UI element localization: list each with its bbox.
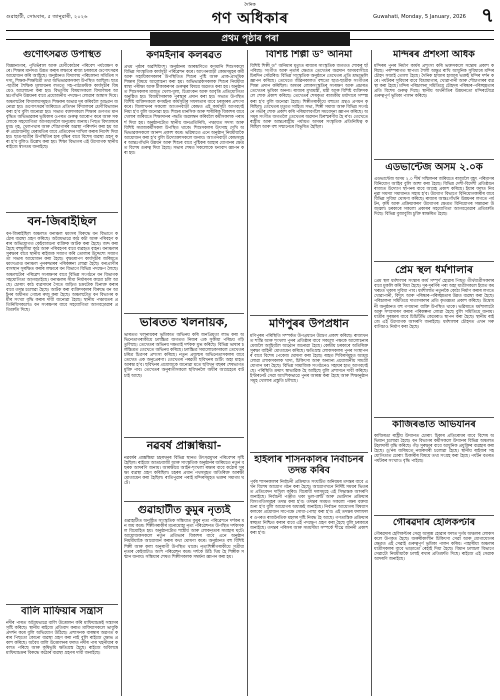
article-kaziranga: [374, 420, 494, 512]
article-helicopter: [374, 518, 494, 696]
divider: [6, 212, 118, 213]
column-rule: [371, 455, 372, 696]
article-bharatat-khalnayak: [124, 316, 244, 434]
article-headline: কাজিৰঙাত অভিযানৰ: [392, 420, 476, 430]
article-body: পূৰ্বৰ শাসনকালৰ নিৰ্বাচনী প্ৰক্ৰিয়াত সংঘটিত অনিয়মৰ তদন্তৰ বাবে এখন বিশেষ আয়োগ গঠন কৰা হৈছে। আয়োগখনে নিৰ্দিষ্ট সময়ৰ ভিতৰত প্ৰতিবেদন দাখিল কৰিব। বিৰোধী দলসমূহে এই সিদ্ধান্তক আদৰণি জনাইছে। নিৰ্বাচনী পঞ্জীত থকা ভুল-ত্ৰুটি আৰু ভোটদান প্ৰক্ৰিয়াৰ বিসংগতিসমূহৰ তদন্ত কৰা হ'ব। তদন্তৰ সময়ত সকলো পক্ষৰ বক্তব্য শুনা হ'ব বুলি আয়োগৰ অধ্যক্ষই জনাইছে। নিৰ্বাচন আয়োগৰ বিষয়াসকলকো প্ৰয়োজন সাপেক্ষে সোধা-পোছা কৰা হ'ব। এই তদন্তৰ ফলাফলৰ ওপৰত ৰাজনৈতিক মহলৰ দৃষ্টি নিবদ্ধ হৈ আছে। গণতান্ত্ৰিক প্ৰক্ৰিয়াৰ স্বচ্ছতা নিশ্চিত কৰাৰ বাবে এই পদক্ষেপ গ্ৰহণ কৰা হৈছে বুলি চৰকাৰে জনাইছে। তদন্তৰ পৰিসৰ আৰু সময়সীমা সম্পৰ্কে শীঘ্ৰে জাননী প্ৰকাশ কৰা হ'ব।: [250, 479, 368, 536]
article-headline: গুৱাহাটীত কুমুৰ নৃত্যই: [137, 504, 231, 516]
article-headline: নৱবৰ্ষ প্ৰাক্সন্ধিয়া-: [146, 440, 222, 452]
article-bali-mafia: [6, 606, 118, 696]
article-body: এডভান্টেজ অসম ২.০ শীৰ্ষ সন্মিলনৰ জৰিয়তে ৰাজ্যলৈ বৃহৎ পৰিমাণৰ বিনিয়োগ আহিব বুলি আশা কৰা হৈছে। বিভিন্ন দেশী-বিদেশী প্ৰতিষ্ঠানে ৰাজ্যত উদ্যোগ স্থাপনৰ বাবে আগ্ৰহ প্ৰকাশ কৰিছে। ইয়াৰ ফলত নিবনুৱা সমস্যা সমাধানত সহায় হ'ব। উদ্যোগ বিভাগে বিনিয়োগকাৰীৰ বাবে বিভিন্ন সুবিধা ঘোষণা কৰিছে। ৰাজ্যৰ আন্তঃগাঁথনি উন্নয়নৰ লগতে পৰ্যটন, কৃষি আৰু প্ৰক্ৰিয়াকৰণ উদ্যোগৰ ক্ষেত্ৰত বিনিয়োগৰ সম্ভাৱনা উজ্জ্বল। চৰকাৰে সকলো প্ৰকাৰৰ সহযোগিতা আগবঢ়োৱাৰ প্ৰতিশ্ৰুতি দিছে। বিভিন্ন বুজাবুজি চুক্তি স্বাক্ষৰিত হৈছে।: [374, 176, 494, 218]
article-body: নদীৰ পাৰত অবৈধভাৱে বালি উত্তোলন কৰি মাফিয়াচক্ৰই সন্ত্ৰাসৰ সৃষ্টি কৰিছে। স্থানীয় ৰাইজে প্ৰতিবাদ কৰাত মাফিয়াসকলে ভাবুকি প্ৰদৰ্শন কৰে বুলি অভিযোগ উঠিছে। প্ৰশাসনক বাৰম্বাৰ অৱগত কৰাৰ পিছতো কোনো ব্যৱস্থা গ্ৰহণ কৰা নাই বুলি ৰাইজে ক্ষোভ প্ৰকাশ কৰিছে। অবৈধ বালি উত্তোলনৰ ফলত নদীৰ পাৰ খহনীয়াৰ কবলত পৰিছে আৰু কৃষিভূমি ক্ষতিগ্ৰস্ত হৈছে। ৰাইজে অবিলম্বে মাফিয়াচক্ৰৰ বিৰুদ্ধে কঠোৰ ব্যৱস্থা গ্ৰহণৰ দাবী জনাইছে।: [6, 620, 118, 657]
article-body: মন্দিৰৰ পুনৰ নিৰ্মাণ কাৰ্যৰ প্ৰশংসা কৰি ভক্তসকলে সন্তোষ প্ৰকাশ কৰিছে। পৰম্পৰাগত স্থাপত্য শৈলী অক্ষুণ্ণ ৰাখি আধুনিক সুবিধাৰে মন্দিৰ চৌহদ সজাই তোলা হৈছে। দৈনিক হাজাৰ হাজাৰ ভক্তই মন্দিৰ দৰ্শন কৰে। পৰ্যটকৰ সুবিধাৰ বাবে বিশ্ৰামাগাৰ, খোৱাপানী আৰু শৌচাগাৰৰ ব্যৱস্থা কৰা হৈছে। মন্দিৰ পৰিচালনা সমিতিয়ে চৌহদৰ পৰিষ্কাৰ-পৰিচ্ছন্নতাৰ প্ৰতি বিশেষ গুৰুত্ব দিছে। স্থানীয় অৰ্থনীতিৰ উন্নয়নতো মন্দিৰটোৱে গুৰুত্বপূৰ্ণ ভূমিকা পালন কৰিছে।: [374, 63, 494, 100]
article-nirbachan-tadanta: [250, 455, 368, 696]
article-body: নৱবৰ্ষৰ প্ৰাক্সন্ধিয়া চহৰখনৰ বিভিন্ন স্থানত উৎসৱমুখৰ পৰিবেশৰ সৃষ্টি হৈছিল। ৰাইজে আতচবাজী আৰু সাংস্কৃতিক অনুষ্ঠানৰ জৰিয়তে নতুন বছৰক আদৰণি জনায়। আৰক্ষীয়ে আইন-শৃংখলা ৰক্ষাৰ বাবে কঠোৰ সুৰক্ষা ব্যৱস্থা গ্ৰহণ কৰিছিল। চহৰৰ প্ৰধান পথসমূহত অতিৰিক্ত আৰক্ষী মোতায়েন কৰা হৈছিল। ৰাতিপুৱাৰ পৰাই মন্দিৰসমূহত ভক্তৰ সমাগম ঘটে।: [124, 455, 244, 487]
article-konmoina: [124, 50, 244, 310]
article-headline: ভাৰতত খলনায়ক,: [139, 316, 229, 329]
masthead: [6, 2, 494, 31]
section-banner: প্ৰথম পৃষ্ঠাৰ পৰা: [150, 32, 350, 46]
article-headline: বন-জিৰাইছিল: [27, 215, 97, 228]
article-body: গুৱাহাটীত অনুষ্ঠিত সাংস্কৃতিক সন্ধিয়াত কুমুৰ নৃত্য পৰিৱেশনে দৰ্শকৰ মন জয় কৰে। শিল্পীগৰাকীৰ মনোমোহা নৃত্য পৰিৱেশনত উপস্থিত দৰ্শকসকল বিমোহিত হয়। অনুষ্ঠানটোত শাস্ত্ৰীয় আৰু লোকনৃত্যৰ সমাহাৰ ঘটে। আয়োজকসকলে নতুন প্ৰতিভাৰ বিকাশৰ বাবে এনে অনুষ্ঠান নিয়মীয়াকৈ আয়োজন কৰাৰ কথা ঘোষণা কৰে। অনুষ্ঠানত বহু বিশিষ্ট শিল্পী আৰু কলা অনুৰাগী উপস্থিত থাকে। নৃত্যশিল্পীগৰাকীয়ে সত্ৰীয়া নৃত্যৰ কেইবাটাও অংশ পৰিৱেশন কৰে। দৰ্শকে উঠি থিয় হৈ শিল্পীক সন্মান জনায়। সন্ধিয়াৰ শেষত শিল্পীসকলক সম্বৰ্ধনা জ্ঞাপন কৰা হয়।: [124, 519, 244, 560]
divider: [124, 501, 244, 502]
article-headline: প্ৰেম স্থল ধৰ্মশালাৰ: [395, 264, 473, 276]
article-manipur: [250, 318, 368, 448]
divider: [374, 417, 494, 418]
article-headline: গৌৰৱদাৰ হেলিকপ্টাৰ: [392, 518, 476, 528]
article-body: ভাৰতত খলনায়কৰ ভূমিকাত অভিনয় কৰি জনপ্ৰিয়তা লাভ কৰা অভিনেতাগৰাকীয়ে চলচ্চিত্ৰ জগতত নিজৰ এক সুকীয়া পৰিচয় গঢ়ি তুলিছে। তেখেতৰ অভিনয় দক্ষতাই দৰ্শকক মুগ্ধ কৰিছে। বিভিন্ন ভাষাৰ চলচ্চিত্ৰত তেখেতে অভিনয় কৰিছে। চলচ্চিত্ৰ সমালোচকসকলে তেখেতৰ চৰিত্ৰ চিত্ৰণৰ প্ৰশংসা কৰিছে। নতুন প্ৰজন্মৰ অভিনেতাসকলৰ বাবে তেখেত এক অনুপ্ৰেৰণা। তেখেতৰ পৰৱৰ্তী ছবিখনৰ শুটিং অহা মাহত আৰম্ভ হ'ব। ছবিখনৰ প্ৰযোজকে জনোৱা মতে ছবিখন বছৰৰ শেষভাগত মুক্তি পাব। তেখেতৰ অনুৰাগীসকলে ছবিখনলৈ অধীৰ আগ্ৰহেৰে বাট চাই আছে।: [124, 332, 244, 379]
article-headline: বিশিষ্ট শিল্পী ড° অনিমা: [265, 50, 353, 60]
masthead-title: গণ অধিকাৰ: [211, 9, 289, 27]
masthead-date-assamese: গুৱাহাটী, সোমবাৰ, ৫ জানুৱাৰী, ২০২৬: [6, 14, 88, 20]
article-body: কাজিৰঙা ৰাষ্ট্ৰীয় উদ্যানত চোৰাং চিকাৰ প্ৰতিৰোধৰ বাবে বিশেষ অভিযান চলোৱা হৈছে। বন বিভাগৰ কৰ্মীসকলে উদ্যানৰ বিভিন্ন অঞ্চলত টহলদাৰী বৃদ্ধি কৰিছে। গঁড় সুৰক্ষাৰ বাবে আধুনিক প্ৰযুক্তিৰ ব্যৱহাৰ কৰা হৈছে। ড্ৰ'নৰ জৰিয়তে নজৰদাৰী চলোৱা হৈছে। স্থানীয় ৰাইজৰ সহযোগিতাত চোৰাং চিকাৰীৰ বিষয়ে তথ্য সংগ্ৰহ কৰা হৈছে। পৰ্যটন বতৰত পৰ্যটকৰ সংখ্যাও বৃদ্ধি পাইছে।: [374, 433, 494, 465]
article-nababarsha: [124, 440, 244, 498]
column-rule: [371, 50, 372, 452]
article-body: বিশিষ্ট শিল্পী ড° অনিমাৰ মৃত্যুত ৰাজ্যৰ সাংস্কৃতিক জগতত শোকৰ ছাঁ পৰিছে। সংগীত আৰু নৃত্যৰ ক্ষেত্ৰত তেখেতৰ অৱদান অসমবাসীয়ে চিৰদিন সোঁৱৰিব। বিভিন্ন সাংস্কৃতিক অনুষ্ঠানে তেখেতৰ প্ৰতি শ্ৰদ্ধাঞ্জলি জ্ঞাপন কৰিছে। তেখেতে জীৱনকালত বহুতো ছাত্ৰ-ছাত্ৰীক সংগীতৰ শিক্ষা প্ৰদান কৰিছিল। অসমৰ লোকসংস্কৃতিৰ সংৰক্ষণ আৰু প্ৰচাৰত তেখেতৰ ভূমিকা অনন্য। ৰাজ্যৰ মুখ্যমন্ত্ৰী, মন্ত্ৰী আৰু বিশিষ্ট ব্যক্তিসকলে শোক প্ৰকাশ কৰিছে। তেখেতৰ শেষকৃত্য ৰাজকীয় মৰ্যাদাৰে সম্পন্ন কৰা হ'ব বুলি জনোৱা হৈছে। শিল্পীগৰাকীয়ে বহুতো গ্ৰন্থও প্ৰণয়ন কৰিছিল। তেখেতৰ মৃত্যুত সাহিত্য সভা, শিল্পী সমাজ আৰু বিভিন্ন সংগঠনে গভীৰ শোক প্ৰকাশ কৰি পৰিয়ালবৰ্গলৈ সমবেদনা জ্ঞাপন কৰিছে। অসমৰ সংগীত জগতলৈ তেখেতৰ অৱদান চিৰস্মৰণীয় হৈ ৰ'ব। তেখেতে ৰাষ্ট্ৰীয় আৰু আন্তঃৰাষ্ট্ৰীয় পৰ্যায়ত অসমৰ সংস্কৃতিক প্ৰতিনিধিত্ব কৰিছিল আৰু বহু সন্মানেৰে বিভূষিত হৈছিল।: [250, 63, 368, 131]
article-body: মণিপুৰৰ পৰিস্থিতি সম্পৰ্কত উপপ্ৰধানে উদ্বেগ প্ৰকাশ কৰিছে। ৰাজ্যখনত শান্তি আৰু শৃংখলা পুনৰ প্ৰতিষ্ঠাৰ বাবে সকলো পক্ষকে আলোচনাৰ মেজলৈ আহিবলৈ আহ্বান জনোৱা হৈছে। কেন্দ্ৰীয় চৰকাৰে অতিৰিক্ত সুৰক্ষা বাহিনী মোতায়েন কৰিছে। ক্ষতিগ্ৰস্ত লোকসকলৰ পুনৰ সংস্থাপনৰ বাবে বিশেষ পেকেজ ঘোষণা কৰা হৈছে। ৰাহত শিবিৰসমূহত আশ্ৰয় লোৱা লোকসকলক খাদ্য, চিকিৎসা আৰু অন্যান্য প্ৰয়োজনীয় সামগ্ৰী যোগান ধৰা হৈছে। বিভিন্ন সামাজিক সংগঠনেও সহায়ৰ হাত আগবঢ়াইছে। পৰিস্থিতি ক্ৰমাৎ স্বাভাৱিক হৈ আহিছে বুলি প্ৰশাসনে দাবী কৰিছে। ইণ্টাৰনেট সেৱা আংশিকভাৱে পুনৰ আৰম্ভ কৰা হৈছে আৰু শিক্ষানুষ্ঠানসমূহ খোলাৰ প্ৰস্তুতি চলিছে।: [250, 333, 368, 385]
divider: [374, 159, 494, 160]
article-body: গৌৰৱদাৰ হেলিকপ্টাৰ সেৱা আৰম্ভ হোৱাৰ ফলত দুৰ্গম অঞ্চলৰ লোকসকলে উপকৃত হৈছে। জৰুৰীকালীন চিকিৎসা সেৱা আৰু যোগাযোগৰ ক্ষেত্ৰত এই সেৱাই গুৰুত্বপূৰ্ণ ভূমিকা পালন কৰিব। পাহাৰীয়া অঞ্চলৰ যাত্ৰীসকলৰ বাবে ভাড়াতো ৰেহাই দিয়া হৈছে। বিমান চলাচল বিভাগে সেৱাটো নিয়মীয়াকৈ চলাই ৰখাৰ প্ৰতিশ্ৰুতি দিছে। ৰাইজে এই সেৱাক আদৰণি জনাইছে।: [374, 531, 494, 563]
article-bon-jiraichil: [6, 215, 118, 601]
article-headline: কণমইনাৰ কলৰৱত: [146, 50, 222, 61]
article-headline: হাইলাৰ শাসনকালৰ নিৰ্বাচনৰ তদন্ত কৰিব: [254, 455, 364, 476]
article-body: বিজ্ঞানাগাৰ, পুথিভঁৰাল আৰু শ্ৰেণীকোঠাৰ পৰিবেশ পৰ্যবেক্ষণ কৰে। শিক্ষাৰ মানদণ্ড উন্নত কৰাৰ লক্ষ্যৰে ৰাজ্য চৰকাৰে গুণোৎসৱৰ আয়োজন কৰি আহিছে। অনুষ্ঠানত বিদ্যালয় পৰিচালনা সমিতিৰ সদস্য, শিক্ষক-শিক্ষয়িত্ৰী তথা অভিভাৱকসকল উপস্থিত আছিল। ছাত্ৰ-ছাত্ৰীৰ শৈক্ষিক মূল্যায়নৰ লগতে সহ-পাঠ্যক্ৰমিক কাৰ্যসূচীৰ বিষয়েও আলোচনা কৰা হয়। বিভাগীয় বিষয়াসকলে বিদ্যালয়ৰ আন্তঃগাঁথনি উন্নয়নৰ বাবে প্ৰয়োজনীয় পদক্ষেপ লোৱাৰ আশ্বাস দিয়ে। অঞ্চলটোৰ বিদ্যালয়সমূহত শিক্ষকৰ অভাৱ দূৰ কৰিবলৈ আহ্বান জনোৱা হয়। গুণোৎসৱৰ জৰিয়তে প্ৰতিখন বিদ্যালয়ৰ শ্ৰেণীবিভাজন কৰা হ'ব বুলি জনোৱা হয়। সভাত বক্তাসকলে শিক্ষাৰ গুণগত মান বৃদ্ধিত অভিভাৱকৰ ভূমিকাৰ ওপৰত গুৰুত্ব আৰোপ কৰে আৰু সকলোকে সহযোগিতা আগবঢ়াবলৈ অনুৰোধ জনায়। পিছত বিদ্যালয়ৰ মুধচ গৃহ, খেলপথাৰ আৰু শৌচাগাৰৰ অৱস্থা পৰিদৰ্শন কৰা হয় আৰু প্ৰয়োজনীয় মেৰামতিৰ বাবে প্ৰতিবেদন দাখিল কৰাৰ নিৰ্দেশ দিয়া হয়। ছাত্ৰ-ছাত্ৰীৰ উপস্থিতিৰ হাৰ বৃদ্ধিৰ বাবে বিশেষ ব্যৱস্থা গ্ৰহণ কৰা হ'ব বুলিও উল্লেখ কৰা হয়। শিক্ষা বিভাগৰ এই উদ্যোগক স্থানীয় ৰাইজে স্বাগতম জনাইছে।: [6, 63, 118, 151]
column-rule: [247, 50, 248, 696]
divider: [250, 315, 368, 316]
article-headline: গুণোৎসৱত উপস্থিত: [22, 50, 102, 60]
article-shilpi-anima: [250, 50, 368, 312]
article-headline: এডভান্টেজ অসম ২.০ক: [385, 162, 483, 173]
article-headline: বালি মাফিয়াৰ সন্ত্ৰাস: [21, 606, 103, 617]
divider: [250, 452, 368, 453]
article-advantage-assam: [374, 162, 494, 258]
article-headline: মন্দিৰৰ প্ৰশংসা অধিক: [393, 50, 475, 60]
article-guwahati-kumur: [124, 504, 244, 696]
article-body: বন-জিৰাইছিল অঞ্চলত বনাঞ্চল ধ্বংসৰ বিৰুদ্ধে বন বিভাগে কঠোৰ ব্যৱস্থা গ্ৰহণ কৰিছে। অবৈধভাৱে কাঠ কটা আৰু পৰিবহণ কৰাৰ অভিযোগত কেইবাজনো ব্যক্তিক আটক কৰা হৈছে। জব্দ কৰা হৈছে বহুমূলীয়া কাঠ আৰু পৰিবহণৰ বাবে ব্যৱহৃত বাহন। বনাঞ্চলৰ সুৰক্ষাৰ বাবে স্থানীয় ৰাইজক সজাগ কৰি তোলাৰ উদ্দেশ্যে সজাগতা সভাৰ আয়োজন কৰা হৈছে। বৃক্ষৰোপণ কাৰ্যসূচীৰ জৰিয়তে ধ্বংসপ্ৰাপ্ত বনাঞ্চল পুনৰুদ্ধাৰৰ পৰিকল্পনা লোৱা হৈছে। বন্যপ্ৰাণীৰ বাসস্থান সুৰক্ষিত কৰাৰ লক্ষ্যৰে বন বিভাগে বিভিন্ন পদক্ষেপ লৈছে। অঞ্চলটোৰ পৰিৱেশ সংৰক্ষণৰ বাবে বিভিন্ন সংগঠনে বন বিভাগক সহযোগিতা আগবঢ়াইছে। বনাঞ্চলৰ সীমা নিৰ্ধাৰণৰ কামো চলি আছে। চোৰাং কাঠ ব্যৱসায়ৰ সৈতে জড়িত চক্ৰটোক চিনাক্ত কৰাৰ বাবে তদন্ত চলোৱা হৈছে। আটক কৰা ব্যক্তিসকলৰ বিৰুদ্ধে বন আইনৰ অধীনত গোচৰ ৰুজু কৰা হৈছে। অঞ্চলটোত বন বিভাগৰ কৰ্মীৰ সংখ্যা বৃদ্ধি কৰাৰ দাবী জনোৱা হৈছে। স্থানীয় পঞ্চায়তৰ প্ৰতিনিধিসকলেও বন সংৰক্ষণৰ বাবে সহযোগিতা আগবঢ়োৱাৰ প্ৰতিশ্ৰুতি দিছে।: [6, 231, 118, 314]
column-rule: [121, 50, 122, 696]
article-mandir: [374, 50, 494, 156]
divider: [6, 604, 118, 605]
divider: [124, 437, 244, 438]
article-body: প্ৰেম স্থল ধৰ্মশালাৰ সংস্কাৰ কাৰ্য সম্পূৰ্ণ হোৱাৰ পিছত তীৰ্থযাত্ৰীসকলৰ বাবে মুকলি কৰি দিয়া হৈছে। দূৰ-দূৰণিৰ পৰা অহা যাত্ৰীসকলে ইয়াত কম খৰচত থকাৰ সুবিধা পাব। ধৰ্মশালাত নতুনকৈ কোঠা নিৰ্মাণ কৰাৰ লগতে খোৱাপানী, বিদ্যুৎ আৰু পৰিষ্কাৰ-পৰিচ্ছন্নতাৰ উন্নত ব্যৱস্থা কৰা হৈছে। পৰিচালনা সমিতিয়ে দাতাসকলৰ প্ৰতি কৃতজ্ঞতা প্ৰকাশ কৰিছে। উদ্বোধনী অনুষ্ঠানত বহু গণ্যমান্য ব্যক্তি উপস্থিত থাকে। ভৱিষ্যতে ধৰ্মশালাটো আৰু সম্প্ৰসাৰণ কৰাৰ পৰিকল্পনা লোৱা হৈছে বুলি সমিতিয়ে জনায়। যাত্ৰীৰ সুৰক্ষাৰ বাবে চিচিটিভি কেমেৰাও স্থাপন কৰা হৈছে। স্থানীয় ৰাইজে এই উদ্যোগক আদৰণি জনাইছে। ধৰ্মশালাৰ চৌহদত এখন সৰু বাগিচাও নিৰ্মাণ কৰা হৈছে।: [374, 279, 494, 330]
article-body: প্ৰথম পৃষ্ঠাৰ অৱশিষ্টাংশ। অনুষ্ঠানৰ আৰম্ভণিতে কণমানি শিশুসকলে বিভিন্ন সাংস্কৃতিক কাৰ্যসূচী পৰিৱেশন কৰে। আংগনবাড়ী কেন্দ্ৰসমূহৰ কৰ্মী আৰু সহায়িকাসকলৰ উপস্থিতিত শিশুৰ পুষ্টি আৰু প্ৰাক-প্ৰাথমিক শিক্ষাৰ বিষয়ে আলোচনা কৰা হয়। অভিভাৱকসকলক শিশুৰ নিয়মীয়া স্বাস্থ্য পৰীক্ষা আৰু টীকাকৰণৰ গুৰুত্বৰ বিষয়ে অৱগত কৰা হয়। অনুষ্ঠানত শিশুসকলৰ মাজত খেলা-ধূলা, চিত্ৰাংকন আৰু আবৃত্তি প্ৰতিযোগিতা অনুষ্ঠিত হয়। বিজয়ীসকলক পুৰস্কাৰ প্ৰদান কৰা হয়। সভাত উপস্থিত বিশিষ্ট ব্যক্তিসকলে কণমইনা কাৰ্যসূচীৰ সফলতাৰ বাবে চৰকাৰৰ প্ৰশংসা কৰে। জিলাখনৰ সকলো আংগনবাড়ী কেন্দ্ৰত এই কাৰ্যসূচী আগবঢ়াই নিয়া হ'ব বুলি জনোৱা হয়। শিশুৰ মানসিক আৰু শাৰীৰিক বিকাশৰ বাবে খেলাৰ জৰিয়তে শিক্ষাদানৰ পদ্ধতি অৱলম্বন কৰিবলৈ কৰ্মীসকলক পৰামৰ্শ দিয়া হয়। অনুষ্ঠানটোত স্থানীয় জনপ্ৰতিনিধি, পঞ্চায়ত সদস্য আৰু বিশিষ্ট সমাজকৰ্মীসকল উপস্থিত থাকে। শিশুসকলৰ উৎসাহ দেখি অভিভাৱকসকলে আনন্দ প্ৰকাশ কৰে। ভৱিষ্যতে এনে অনুষ্ঠান নিয়মীয়াকৈ আয়োজন কৰা হ'ব বুলি উদ্যোক্তাসকলে জনায়। আংগনবাড়ী কেন্দ্ৰসমূহৰ আন্তঃগাঁথনি উন্নয়ন আৰু শিশুৰ বাবে পুষ্টিকৰ আহাৰ যোগানৰ ক্ষেত্ৰত বিশেষ গুৰুত্ব দিয়া হৈছে। সভাৰ শেষত সকলোকে ধন্যবাদ জ্ঞাপন কৰা হয়।: [124, 64, 244, 157]
masthead-date-english: Guwahati, Monday, 5 January, 2026: [373, 14, 466, 20]
article-gunotsav: [6, 50, 118, 208]
article-headline: মণিপুৰৰ উপপ্ৰধান: [269, 318, 349, 330]
article-prem-sthal: [374, 264, 494, 414]
divider: [374, 515, 494, 516]
masthead-subtitle: দৈনিক: [244, 3, 256, 8]
divider: [374, 261, 494, 262]
divider: [124, 313, 244, 314]
page-number: ৭: [480, 3, 494, 27]
